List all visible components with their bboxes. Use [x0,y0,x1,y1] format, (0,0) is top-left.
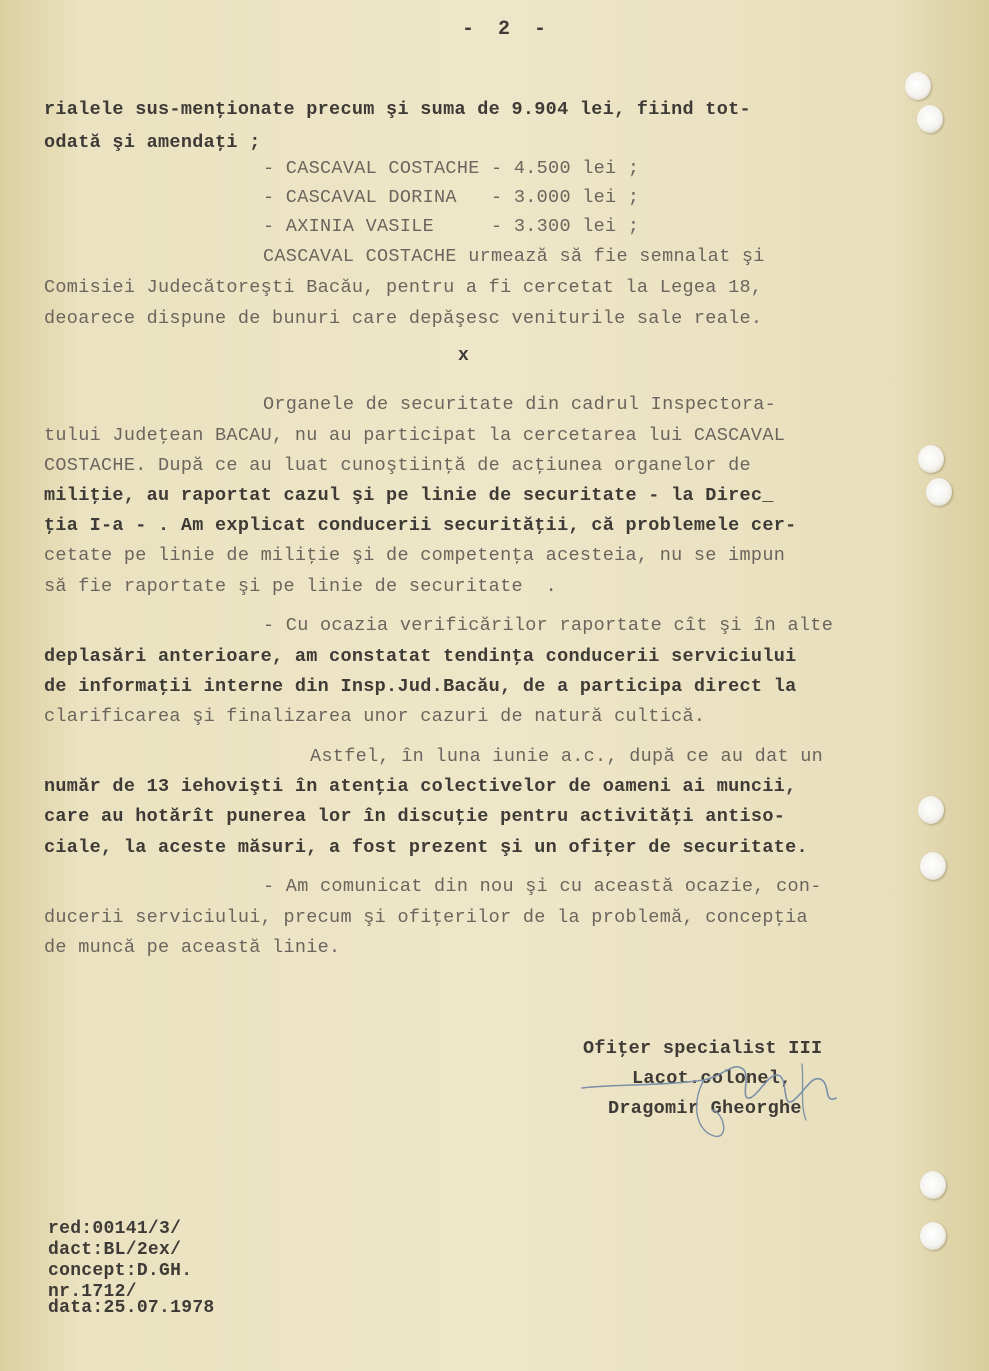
fine-list-item: - AXINIA VASILE - 3.300 lei ; [263,216,640,237]
signature-name: Dragomir Gheorghe [608,1098,802,1119]
punch-hole-icon [920,1222,946,1250]
body-line: CASCAVAL COSTACHE urmează să fie semnalat şi [263,246,765,267]
punch-hole-icon [926,478,952,506]
body-line: care au hotărît punerea lor în discuţie pentru activităţi antiso- [44,806,786,827]
signature-rank: Lacot.colonel, [632,1068,792,1089]
punch-hole-icon [918,796,944,824]
body-line: - Cu ocazia verificărilor raportate cît şi în alte [263,615,834,636]
body-line: Organele de securitate din cadrul Inspectora- [263,394,777,415]
reference-line: red:00141/3/ [48,1219,182,1239]
body-line: ciale, la aceste măsuri, a fost prezent şi un ofiţer de securitate. [44,837,808,858]
punch-hole-icon [918,445,944,473]
handwritten-signature [574,1040,854,1150]
body-line: Astfel, în luna iunie a.c., după ce au dat un [310,746,824,767]
body-line: miliţie, au raportat cazul şi pe linie de securitate - la Direc_ [44,485,774,506]
body-line: număr de 13 iehovişti în atenţia colectivelor de oameni ai muncii, [44,776,797,797]
body-line: de informaţii interne din Insp.Jud.Bacău, de a participa direct la [44,676,797,697]
body-line: ţia I-a - . Am explicat conducerii securităţii, că problemele cer- [44,515,797,536]
body-line: deplasări anterioare, am constatat tendinţa conducerii serviciului [44,646,797,667]
reference-line: nr.1712/ [48,1282,137,1302]
fine-list-item: - CASCAVAL DORINA - 3.000 lei ; [263,187,640,208]
body-line: Comisiei Judecătoreşti Bacău, pentru a fi cercetat la Legea 18, [44,277,763,298]
body-line: ducerii serviciului, precum şi ofiţerilor de la problemă, concepţia [44,907,808,928]
body-line: clarificarea şi finalizarea unor cazuri de natură cultică. [44,706,706,727]
reference-line: concept:D.GH. [48,1261,193,1281]
body-line: - Am comunicat din nou şi cu această ocazie, con- [263,876,822,897]
signature-title: Ofiţer specialist III [583,1038,823,1059]
fine-list-item: - CASCAVAL COSTACHE - 4.500 lei ; [263,158,640,179]
punch-hole-icon [905,72,931,100]
section-separator: x [458,346,469,366]
body-line: cetate pe linie de miliţie şi de competenţa acesteia, nu se impun [44,545,786,566]
body-line: rialele sus-menţionate precum şi suma de 9.904 lei, fiind tot- [44,99,751,120]
body-line: să fie raportate şi pe linie de securitate . [44,576,558,597]
reference-line: data:25.07.1978 [48,1298,215,1318]
body-line: tului Judeţean BACAU, nu au participat la cercetarea lui CASCAVAL [44,425,786,446]
punch-hole-icon [917,105,943,133]
body-line: de muncă pe această linie. [44,937,341,958]
body-line: COSTACHE. După ce au luat cunoştiinţă de acţiunea organelor de [44,455,751,476]
page-number: - 2 - [462,18,553,41]
body-line: odată şi amendaţi ; [44,132,261,153]
body-line: deoarece dispune de bunuri care depăşesc veniturile sale reale. [44,308,763,329]
reference-line: dact:BL/2ex/ [48,1240,182,1260]
punch-hole-icon [920,852,946,880]
punch-hole-icon [920,1171,946,1199]
